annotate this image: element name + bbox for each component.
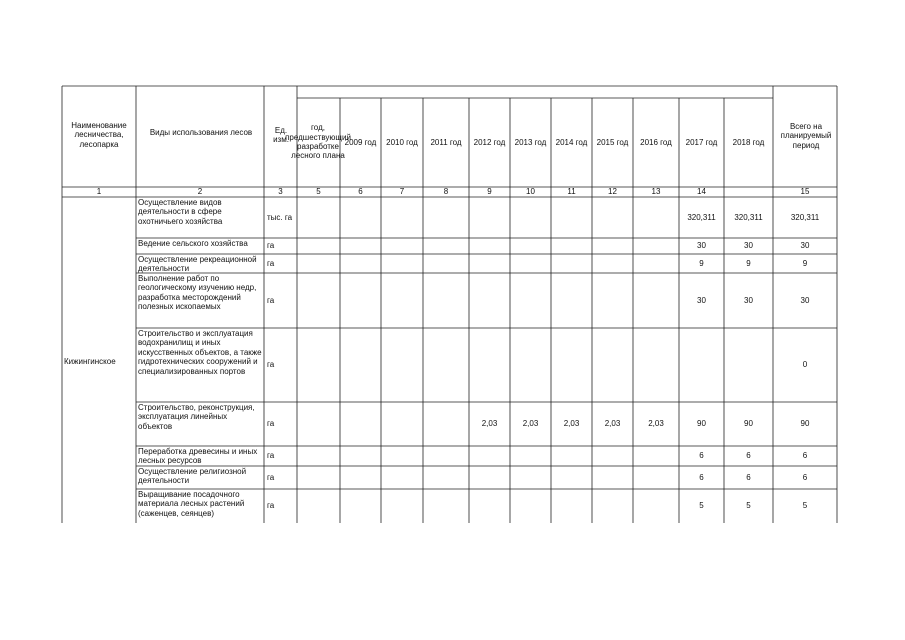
row-value-y2010 [381, 273, 423, 328]
row-value-y2011 [423, 402, 469, 446]
row-unit: га [267, 295, 275, 305]
row-unit: тыс. га [267, 212, 293, 222]
row-value-y2009 [340, 402, 381, 446]
row-value-y2016: 2,03 [648, 419, 664, 429]
row-value-y2011 [423, 254, 469, 273]
column-number: 15 [800, 187, 810, 197]
column-number: 1 [96, 187, 102, 197]
row-value-y2013 [510, 466, 551, 489]
header-total: Всего на планируемый период [780, 121, 832, 150]
row-value-y2012 [469, 489, 510, 523]
row-value-total: 30 [800, 295, 810, 305]
row-value-total: 320,311 [790, 212, 820, 222]
header-year-2013: 2013 год [514, 138, 547, 148]
row-value-y2009 [340, 446, 381, 466]
column-number: 6 [358, 187, 363, 197]
row-value-y2011 [423, 197, 469, 238]
row-value-prev [297, 238, 340, 254]
row-value-prev [297, 273, 340, 328]
column-number: 12 [608, 187, 617, 197]
row-use-type: Осуществление видов деятельности в сфере охотничьего хозяйства [138, 198, 223, 226]
header-year-2011: 2011 год [430, 138, 462, 148]
column-number: 11 [567, 187, 576, 197]
row-value-y2016 [633, 446, 679, 466]
row-use-type: Переработка древесины и иных лесных ресурсов [138, 447, 258, 466]
row-value-y2009 [340, 238, 381, 254]
row-value-y2013 [510, 197, 551, 238]
row-value-total: 5 [802, 501, 808, 511]
row-use-type: Выполнение работ по геологическому изучению недр, разработка месторождений полезных ископаемых [138, 274, 257, 312]
column-number: 2 [197, 187, 203, 197]
forestry-name-cell: Кижингинское [64, 357, 116, 367]
row-value-y2014 [551, 238, 592, 254]
column-number [724, 187, 773, 197]
row-value-y2013: 2,03 [522, 419, 539, 429]
row-value-y2017: 30 [697, 241, 706, 251]
row-value-total: 30 [800, 241, 810, 251]
row-value-y2014 [551, 254, 592, 273]
row-value-y2013 [510, 446, 551, 466]
row-value-y2017 [679, 328, 724, 402]
row-unit: га [267, 419, 275, 429]
header-unit: Ед. изм. [273, 125, 289, 144]
row-unit: га [267, 360, 275, 370]
column-number: 13 [651, 187, 661, 197]
row-value-y2011 [423, 273, 469, 328]
row-value-y2017: 6 [699, 472, 704, 482]
row-value-y2009 [340, 328, 381, 402]
row-value-y2017: 9 [699, 258, 704, 268]
row-value-y2015 [592, 466, 633, 489]
row-value-y2014 [551, 466, 592, 489]
row-value-y2014 [551, 328, 592, 402]
row-value-y2012 [469, 466, 510, 489]
row-value-y2010 [381, 254, 423, 273]
row-value-y2018: 30 [744, 295, 753, 305]
column-number: 7 [399, 187, 405, 197]
column-number: 9 [487, 187, 492, 197]
row-value-prev [297, 197, 340, 238]
row-value-y2013 [510, 328, 551, 402]
row-value-y2015 [592, 446, 633, 466]
row-value-y2015 [592, 197, 633, 238]
row-value-total: 0 [802, 360, 808, 370]
row-use-type: Строительство, реконструкция, эксплуатация линейных объектов [138, 403, 255, 431]
row-use-type: Ведение сельского хозяйства [138, 239, 248, 248]
row-value-y2012 [469, 328, 510, 402]
row-value-y2015 [592, 489, 633, 523]
header-use-type: Виды использования лесов [149, 128, 253, 138]
row-value-y2013 [510, 489, 551, 523]
header-year-2010: 2010 год [386, 138, 418, 148]
header-year-2016: 2016 год [640, 138, 672, 148]
row-value-y2010 [381, 402, 423, 446]
row-value-y2017: 5 [699, 501, 704, 511]
row-value-y2011 [423, 489, 469, 523]
row-value-y2014 [551, 197, 592, 238]
row-value-y2014 [551, 273, 592, 328]
row-value-prev [297, 466, 340, 489]
row-value-y2012 [469, 197, 510, 238]
row-value-y2016 [633, 273, 679, 328]
row-value-y2016 [633, 238, 679, 254]
row-unit: га [267, 451, 275, 461]
column-number: 3 [278, 187, 283, 197]
column-number: 10 [526, 187, 535, 197]
row-value-y2011 [423, 328, 469, 402]
row-value-y2016 [633, 489, 679, 523]
row-value-y2012 [469, 254, 510, 273]
row-value-y2018: 320,311 [734, 212, 763, 222]
column-number: 8 [443, 187, 449, 197]
row-unit: га [267, 501, 275, 511]
row-value-y2013 [510, 238, 551, 254]
row-value-y2017: 90 [697, 419, 706, 429]
row-value-y2016 [633, 197, 679, 238]
row-value-y2016 [633, 466, 679, 489]
header-year-2014: 2014 год [555, 138, 588, 148]
row-value-y2017: 320,311 [687, 212, 716, 222]
row-unit: га [267, 258, 275, 268]
row-use-type: Осуществление рекреационной деятельности [138, 255, 257, 273]
row-value-prev [297, 446, 340, 466]
header-year-2015: 2015 год [596, 138, 629, 148]
row-value-y2016 [633, 254, 679, 273]
row-value-y2014: 2,03 [563, 419, 580, 429]
row-value-y2009 [340, 273, 381, 328]
row-value-y2014 [551, 489, 592, 523]
row-value-y2015 [592, 254, 633, 273]
row-value-total: 9 [802, 258, 808, 268]
row-unit: га [267, 241, 275, 251]
row-value-y2015 [592, 328, 633, 402]
row-value-total: 6 [802, 472, 808, 482]
header-year-2017: 2017 год [685, 138, 718, 148]
row-value-y2009 [340, 254, 381, 273]
row-value-y2009 [340, 489, 381, 523]
row-use-type: Строительство и эксплуатация водохранилищ и иных искусственных объектов, а также гидротехнических сооружений и специализированных портов [138, 329, 262, 376]
header-year-2009: 2009 год [344, 138, 377, 148]
row-value-y2012: 2,03 [481, 419, 498, 429]
row-value-y2017: 30 [697, 295, 706, 305]
row-value-y2018: 6 [746, 451, 751, 461]
row-value-y2015: 2,03 [604, 419, 621, 429]
row-use-type: Осуществление религиозной деятельности [138, 467, 247, 486]
row-value-y2018 [724, 328, 773, 402]
row-value-y2013 [510, 254, 551, 273]
row-value-y2012 [469, 446, 510, 466]
row-value-y2010 [381, 466, 423, 489]
row-value-y2012 [469, 273, 510, 328]
column-number: 5 [316, 187, 321, 197]
row-unit: га [267, 472, 275, 482]
row-value-y2014 [551, 446, 592, 466]
column-number: 14 [697, 187, 706, 197]
row-value-y2013 [510, 273, 551, 328]
row-value-y2018: 9 [746, 258, 751, 268]
row-value-y2010 [381, 238, 423, 254]
row-value-y2010 [381, 197, 423, 238]
row-value-y2015 [592, 273, 633, 328]
row-value-y2009 [340, 466, 381, 489]
header-year-2018: 2018 год [732, 138, 765, 148]
row-value-y2018: 90 [744, 419, 753, 429]
header-prev-year: год, предшествующий разработке лесного плана [285, 123, 351, 161]
header-year-2012: 2012 год [473, 138, 506, 148]
row-value-y2011 [423, 466, 469, 489]
row-value-y2017: 6 [699, 451, 704, 461]
row-value-y2011 [423, 446, 469, 466]
row-value-y2011 [423, 238, 469, 254]
row-value-y2016 [633, 328, 679, 402]
row-value-y2010 [381, 489, 423, 523]
row-value-prev [297, 402, 340, 446]
header-forestry-name: Наименование лесничества, лесопарка [71, 120, 127, 149]
row-value-y2018: 6 [746, 472, 751, 482]
row-value-y2018: 30 [744, 241, 753, 251]
row-value-total: 90 [800, 419, 810, 429]
row-value-prev [297, 254, 340, 273]
row-value-y2010 [381, 446, 423, 466]
row-value-y2015 [592, 238, 633, 254]
row-value-y2018: 5 [746, 501, 751, 511]
row-value-prev [297, 489, 340, 523]
row-value-y2012 [469, 238, 510, 254]
row-value-prev [297, 328, 340, 402]
row-use-type: Выращивание посадочного материала лесных растений (саженцев, сеянцев) [138, 490, 245, 518]
row-value-y2009 [340, 197, 381, 238]
row-value-y2010 [381, 328, 423, 402]
row-value-total: 6 [802, 451, 808, 461]
